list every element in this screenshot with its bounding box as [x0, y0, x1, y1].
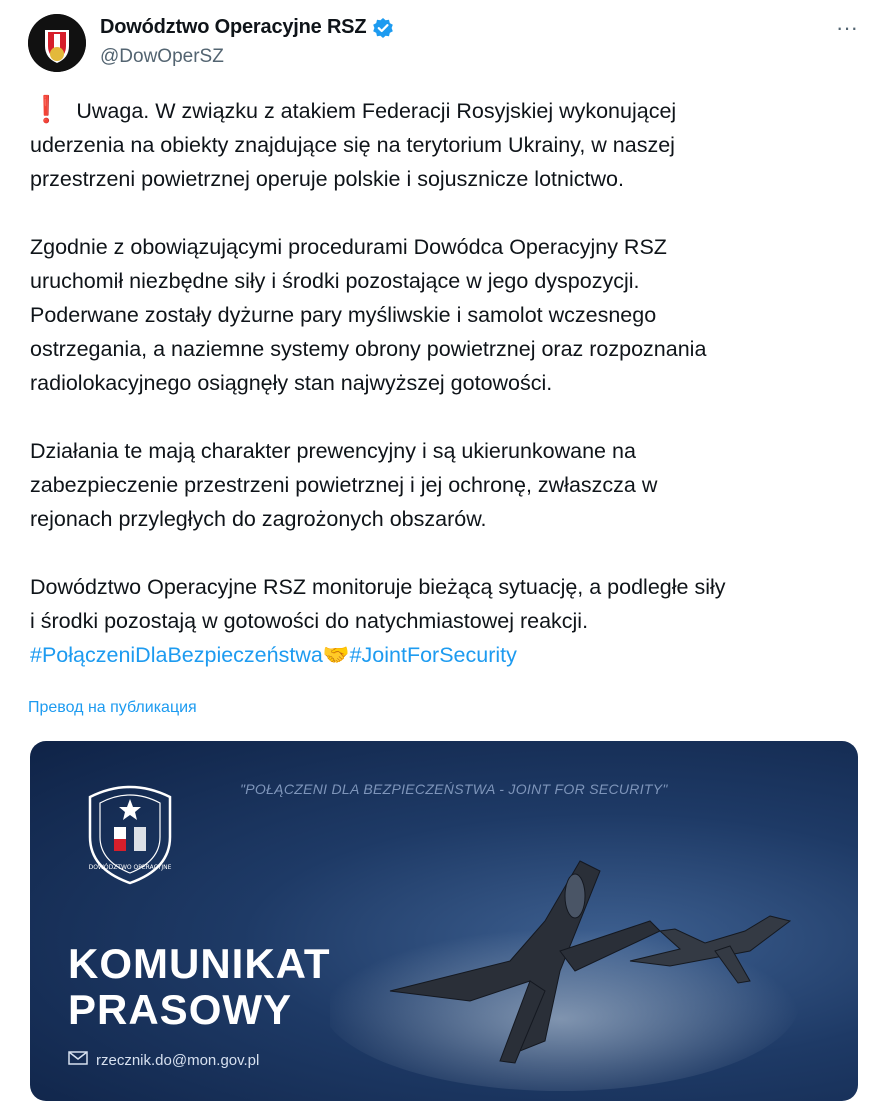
hashtag-polaczeni[interactable]: #PołączeniDlaBezpieczeństwa: [30, 643, 323, 667]
card-title-line1: KOMUNIKAT: [68, 940, 331, 987]
more-options-icon[interactable]: ···: [836, 15, 858, 40]
author-name[interactable]: Dowództwo Operacyjne RSZ: [100, 16, 367, 38]
paragraph-4-text: Dowództwo Operacyjne RSZ monitoruje bieżącą sytuację, a podległe siły i środki pozostają w gotowości do natychmiastowej reakcji.: [30, 575, 726, 633]
translate-post-link[interactable]: Превод на публикация: [28, 699, 197, 716]
card-title: [68, 941, 331, 1033]
post-text: [30, 92, 860, 672]
card-email-row: [68, 1051, 259, 1069]
paragraph-1: [30, 92, 860, 196]
author-name-row[interactable]: [100, 16, 394, 39]
media-card-image[interactable]: [30, 741, 858, 1101]
command-emblem-icon: [70, 777, 190, 892]
hashtag-jointforsecurity[interactable]: #JointForSecurity: [349, 643, 517, 667]
paragraph-3: Działania te mają charakter prewencyjny i są ukierunkowane na zabezpieczenie przestrzeni powietrznej i jej ochronę, zwłaszcza w rejonach przyległych do zagrożonych obszarów.: [30, 439, 658, 531]
author-handle[interactable]: @DowOperSZ: [100, 46, 224, 67]
fighter-jets-icon: [330, 801, 850, 1101]
hashtag-line: [30, 643, 517, 667]
paragraph-4: [30, 570, 860, 672]
post-header: [0, 0, 883, 80]
card-email-text: rzecznik.do@mon.gov.pl: [96, 1051, 260, 1069]
card-motto: "POŁĄCZENI DLA BEZPIECZEŃSTWA - JOINT FOR SECURITY": [240, 781, 668, 797]
verified-badge-icon: [372, 17, 394, 39]
paragraph-2: Zgodnie z obowiązującymi procedurami Dowódca Operacyjny RSZ uruchomił niezbędne siły i środki pozostające w jego dyspozycji. Poderwane zostały dyżurne pary myśliwskie i samolot wczesnego ostrzegania, a naziemne systemy obrony powietrznej oraz rozpoznania radiolokacyjnego osiągnęły stan najwyższej gotowości.: [30, 235, 707, 395]
handshake-emoji-icon: 🤝: [322, 643, 350, 667]
exclamation-icon: ❗: [30, 94, 63, 124]
author-avatar[interactable]: [28, 14, 86, 72]
card-title-line2: PRASOWY: [68, 986, 293, 1033]
mail-icon: [68, 1051, 88, 1069]
paragraph-1-text: Uwaga. W związku z atakiem Federacji Rosyjskiej wykonującej uderzenia na obiekty znajdujące się na terytorium Ukrainy, w naszej przestrzeni powietrznej operuje polskie i sojusznicze lotnictwo.: [30, 99, 677, 191]
emblem-text: DOWÓDZTWO OPERACYJNE: [88, 864, 172, 871]
